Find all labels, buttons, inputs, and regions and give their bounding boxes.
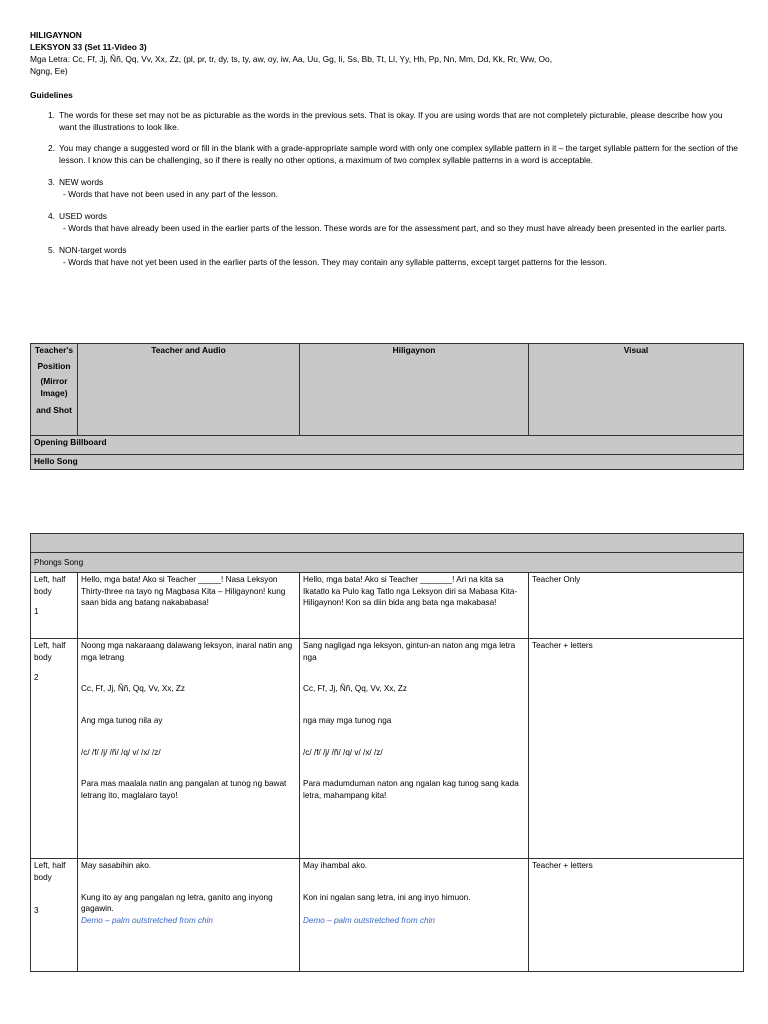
guideline-sub: - Words that have not been used in any part of the lesson. bbox=[63, 189, 278, 200]
position-cell: Left, half body 2 bbox=[31, 639, 78, 859]
teacher-cell: Noong mga nakaraang dalawang leksyon, inaral natin ang mga letrang Cc, Ff, Jj, Ññ, Qq, Vv, Xx, Zz Ang mga tunog nila ay /c/ /f/ /j/ /ñ/ /q/ v/ /x/ /z/ Para mas maalala natin ang pangalan at tunog ng bawat letrang ito, maglalaro tayo! bbox=[78, 639, 300, 859]
guideline-item: 3. NEW words - Words that have not been used in any part of the lesson. bbox=[30, 177, 742, 201]
guideline-sub: - Words that have already been used in the earlier parts of the lesson. These words are for the assessment part, and so they must have already been presented in the earlier parts. bbox=[63, 223, 728, 234]
section-title: Phongs Song bbox=[31, 553, 744, 573]
opening-billboard-row: Opening Billboard bbox=[31, 436, 744, 455]
language-title: HILIGAYNON bbox=[30, 30, 82, 40]
demo-note: Demo – palm outstretched from chin bbox=[303, 916, 435, 926]
position-cell: Left, half body 1 bbox=[31, 573, 78, 639]
teacher-cell: Hello, mga bata! Ako si Teacher _____! Nasa Leksyon Thirty-three na tayo ng Magbasa Kita – Hiligaynon! kung saan bida ang batang nakababasa! bbox=[78, 573, 300, 639]
visual-header: Visual bbox=[529, 344, 744, 436]
teacher-cell: May sasabihin ako. Kung ito ay ang pangalan ng letra, ganito ang inyong gagawin. Demo – palm outstretched from chin bbox=[78, 859, 300, 972]
script-row bbox=[31, 639, 744, 859]
lesson-title: LEKSYON 33 (Set 11-Video 3) bbox=[30, 41, 147, 52]
letters-line-cont: Ngng, Ee) bbox=[30, 65, 68, 76]
document-page bbox=[30, 30, 742, 279]
hiligaynon-cell: Sang nagligad nga leksyon, gintun-an naton ang mga letra nga Cc, Ff, Jj, Ññ, Qq, Vv, Xx, Zz nga may mga tunog nga /c/ /f/ /j/ /ñ/ /q/ v/ /x/ /z/ Para madumduman naton ang ngalan kag tunog sang kada letra, mahampang kita! bbox=[300, 639, 529, 859]
guideline-item: 2. You may change a suggested word or fill in the blank with a grade-appropriate sample word with only one complex syllable pattern in it – the target syllable pattern for the section of the lesson. I know this can be challenging, so if there is really no other options, a maximum of two complex syllable patterns in a word is acceptable. bbox=[48, 143, 738, 166]
guidelines-list bbox=[30, 110, 742, 269]
position-header: Teacher's Position (Mirror Image) and Shot bbox=[31, 344, 78, 436]
hiligaynon-cell: Hello, mga bata! Ako si Teacher _______! Ari na kita sa Ikatatlo ka Pulo kag Tatlo nga Leksyon diri sa Mabasa Kita-Hiligaynon! Kon sa diin bida ang bata nga makabasa! bbox=[300, 573, 529, 639]
guidelines-title: Guidelines bbox=[30, 89, 73, 100]
teacher-audio-header: Teacher and Audio bbox=[78, 344, 300, 436]
script-row bbox=[31, 859, 744, 972]
visual-cell: Teacher + letters bbox=[529, 859, 744, 972]
script-table bbox=[30, 533, 744, 972]
section-row bbox=[31, 553, 744, 573]
hiligaynon-cell: May ihambal ako. Kon ini ngalan sang letra, ini ang inyo himuon. Demo – palm outstretched from chin bbox=[300, 859, 529, 972]
hello-song-row: Hello Song bbox=[31, 455, 744, 470]
guideline-item: 5. NON-target words - Words that have not yet been used in the earlier parts of the lesson. They may contain any syllable patterns, except target patterns for the lesson. bbox=[30, 245, 742, 269]
demo-note: Demo – palm outstretched from chin bbox=[81, 915, 213, 925]
hiligaynon-header: Hiligaynon bbox=[300, 344, 529, 436]
letters-line: Mga Letra: Cc, Ff, Jj, Ññ, Qq, Vv, Xx, Zz, (pl, pr, tr, dy, ts, ty, aw, oy, iw, Aa, Uu, Gg, Ii, Ss, Bb, Tt, Ll, Yy, Hh, Pp, Nn, Mm, Dd, Kk, Rr, Ww, Oo, bbox=[30, 53, 553, 64]
position-cell: Left, half body 3 bbox=[31, 859, 78, 972]
header-row bbox=[31, 344, 744, 436]
guideline-sub: - Words that have not yet been used in the earlier parts of the lesson. They may contain any syllable patterns, except target patterns for the lesson. bbox=[63, 256, 607, 267]
blank-row bbox=[31, 534, 744, 553]
script-row bbox=[31, 573, 744, 639]
header-table bbox=[30, 343, 744, 470]
visual-cell: Teacher + letters bbox=[529, 639, 744, 859]
guideline-item: 4. USED words - Words that have already been used in the earlier parts of the lesson. These words are for the assessment part, and so they must have already been presented in the earlier parts. bbox=[30, 211, 742, 235]
guideline-item: 1. The words for these set may not be as picturable as the words in the previous sets. That is okay. If you are using words that are not completely picturable, please describe how you want the illustrations to look like. bbox=[48, 109, 723, 132]
visual-cell: Teacher Only bbox=[529, 573, 744, 639]
